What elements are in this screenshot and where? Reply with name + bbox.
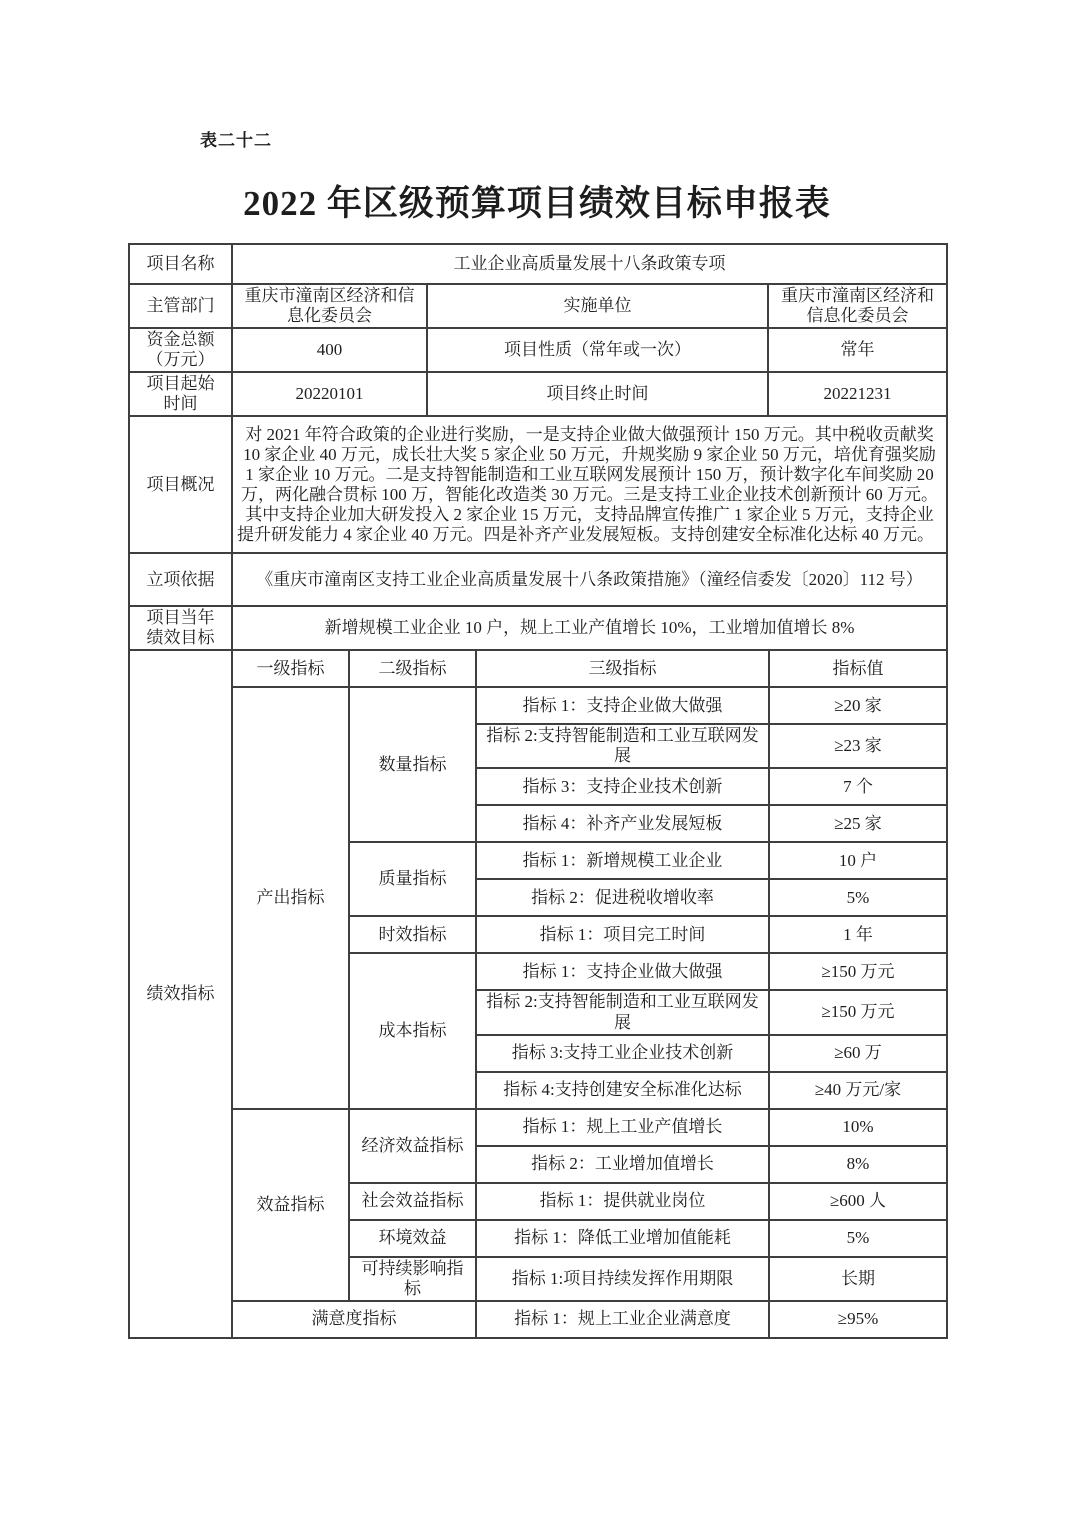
- indicator-value: 5%: [769, 879, 947, 916]
- indicators-section-label: 绩效指标: [129, 650, 232, 1337]
- performance-indicators-table: [128, 649, 948, 1338]
- implementing-unit-label: 实施单位: [427, 284, 768, 328]
- annual-goal-value: 新增规模工业企业 10 户，规上工业产值增长 10%，工业增加值增长 8%: [232, 606, 947, 650]
- overview-label: 项目概况: [129, 416, 232, 553]
- indicator-name: 指标 4：补齐产业发展短板: [476, 805, 769, 842]
- indicator-row: [129, 1301, 947, 1338]
- indicator-name: 指标 1：降低工业增加值能耗: [476, 1220, 769, 1257]
- basis-text: 《重庆市潼南区支持工业企业高质量发展十八条政策措施》（潼经信委发〔2020〕112 号）: [232, 553, 947, 606]
- header-level3: 三级指标: [476, 650, 769, 687]
- annual-goal-label: [129, 606, 232, 650]
- level1-output: 产出指标: [232, 687, 349, 1108]
- indicator-value: ≥95%: [769, 1301, 947, 1338]
- indicator-name: 指标 1:项目持续发挥作用期限: [476, 1257, 769, 1301]
- indicator-value: ≥150 万元: [769, 953, 947, 990]
- header-level1: 一级指标: [232, 650, 349, 687]
- row-basis: [129, 553, 947, 606]
- start-date-label-line2: 时间: [163, 394, 198, 414]
- fund-label: [129, 328, 232, 372]
- indicator-name: 指标 1：支持企业做大做强: [476, 687, 769, 724]
- form-table-container: [128, 243, 946, 1339]
- end-date-value: 20221231: [768, 372, 947, 416]
- indicator-value: 5%: [769, 1220, 947, 1257]
- indicator-value: ≥60 万: [769, 1035, 947, 1072]
- indicator-row: [129, 1109, 947, 1146]
- row-department: [129, 284, 947, 328]
- row-dates: [129, 372, 947, 416]
- level2-social: 社会效益指标: [349, 1183, 476, 1220]
- indicator-name: 指标 3：支持企业技术创新: [476, 768, 769, 805]
- indicator-name: 指标 1：支持企业做大做强: [476, 953, 769, 990]
- fund-label-line1: 资金总额: [146, 330, 215, 350]
- fund-label-line2: （万元）: [146, 350, 215, 370]
- department-label: 主管部门: [129, 284, 232, 328]
- indicator-value: 8%: [769, 1146, 947, 1183]
- end-date-label: 项目终止时间: [427, 372, 768, 416]
- row-annual-goal: [129, 606, 947, 650]
- indicator-name: 指标 1：新增规模工业企业: [476, 842, 769, 879]
- level2-quality: 质量指标: [349, 842, 476, 916]
- indicator-value: 10%: [769, 1109, 947, 1146]
- row-fund: [129, 328, 947, 372]
- level2-environment: 环境效益: [349, 1220, 476, 1257]
- indicator-name: 指标 1：项目完工时间: [476, 916, 769, 953]
- indicator-value: ≥600 人: [769, 1183, 947, 1220]
- row-project-name: [129, 244, 947, 284]
- indicator-name: 指标 4:支持创建安全标准化达标: [476, 1072, 769, 1109]
- indicator-name: 指标 1：规上工业企业满意度: [476, 1301, 769, 1338]
- basis-label: 立项依据: [129, 553, 232, 606]
- page-title: 2022 年区级预算项目绩效目标申报表: [243, 184, 831, 223]
- indicator-name: 指标 2：促进税收增收率: [476, 879, 769, 916]
- indicator-name: 指标 1：规上工业产值增长: [476, 1109, 769, 1146]
- annual-goal-label-line2: 绩效目标: [146, 628, 215, 648]
- indicator-value: ≥25 家: [769, 805, 947, 842]
- indicator-name: 指标 2:支持智能制造和工业互联网发展: [476, 990, 769, 1034]
- indicator-name: 指标 2：工业增加值增长: [476, 1146, 769, 1183]
- project-name-label: 项目名称: [129, 244, 232, 284]
- level1-satisfaction: 满意度指标: [232, 1301, 476, 1338]
- indicator-value: 7 个: [769, 768, 947, 805]
- level2-timeliness: 时效指标: [349, 916, 476, 953]
- indicator-value: 长期: [769, 1257, 947, 1301]
- overview-text: 对 2021 年符合政策的企业进行奖励，一是支持企业做大做强预计 150 万元。其中税收贡献奖 10 家企业 40 万元，成长壮大奖 5 家企业 50 万元，升规奖励 9 家企业 50 万元，培优育强奖励 1 家企业 10 万元。二是支持智能制造和工业互联网发展预计 150 万，预计数字化车间奖励 20 万，两化融合贯标 100 万，智能化改造类 30 万元。三是支持工业企业技术创新预计 60 万元。其中支持企业加大研发投入 2 家企业 15 万元，支持品牌宣传推广 1 家企业 5 万元，支持企业提升研发能力 4 家企业 40 万元。四是补齐产业发展短板。支持创建安全标准化达标 40 万元。: [232, 416, 947, 553]
- level2-quantity: 数量指标: [349, 687, 476, 842]
- level2-cost: 成本指标: [349, 953, 476, 1108]
- project-info-table: [128, 243, 948, 651]
- header-level2: 二级指标: [349, 650, 476, 687]
- start-date-label-line1: 项目起始: [146, 374, 215, 394]
- project-nature-value: 常年: [768, 328, 947, 372]
- indicator-value: ≥20 家: [769, 687, 947, 724]
- indicator-value: ≥23 家: [769, 724, 947, 768]
- level2-economic: 经济效益指标: [349, 1109, 476, 1183]
- header-value: 指标值: [769, 650, 947, 687]
- indicator-value: 1 年: [769, 916, 947, 953]
- indicator-row: [129, 687, 947, 724]
- indicator-value: 10 户: [769, 842, 947, 879]
- level1-benefit: 效益指标: [232, 1109, 349, 1301]
- indicator-name: 指标 1：提供就业岗位: [476, 1183, 769, 1220]
- department-value: 重庆市潼南区经济和信息化委员会: [232, 284, 427, 328]
- indicator-value: ≥150 万元: [769, 990, 947, 1034]
- indicator-name: 指标 3:支持工业企业技术创新: [476, 1035, 769, 1072]
- table-number-label: 表二十二: [200, 131, 272, 150]
- start-date-label: [129, 372, 232, 416]
- annual-goal-label-line1: 项目当年: [146, 608, 215, 628]
- indicator-value: ≥40 万元/家: [769, 1072, 947, 1109]
- indicator-header-row: [129, 650, 947, 687]
- level2-sustainability: 可持续影响指标: [349, 1257, 476, 1301]
- start-date-value: 20220101: [232, 372, 427, 416]
- fund-value: 400: [232, 328, 427, 372]
- implementing-unit-value: 重庆市潼南区经济和信息化委员会: [768, 284, 947, 328]
- indicator-name: 指标 2:支持智能制造和工业互联网发展: [476, 724, 769, 768]
- project-name-value: 工业企业高质量发展十八条政策专项: [232, 244, 947, 284]
- project-nature-label: 项目性质（常年或一次）: [427, 328, 768, 372]
- row-overview: [129, 416, 947, 553]
